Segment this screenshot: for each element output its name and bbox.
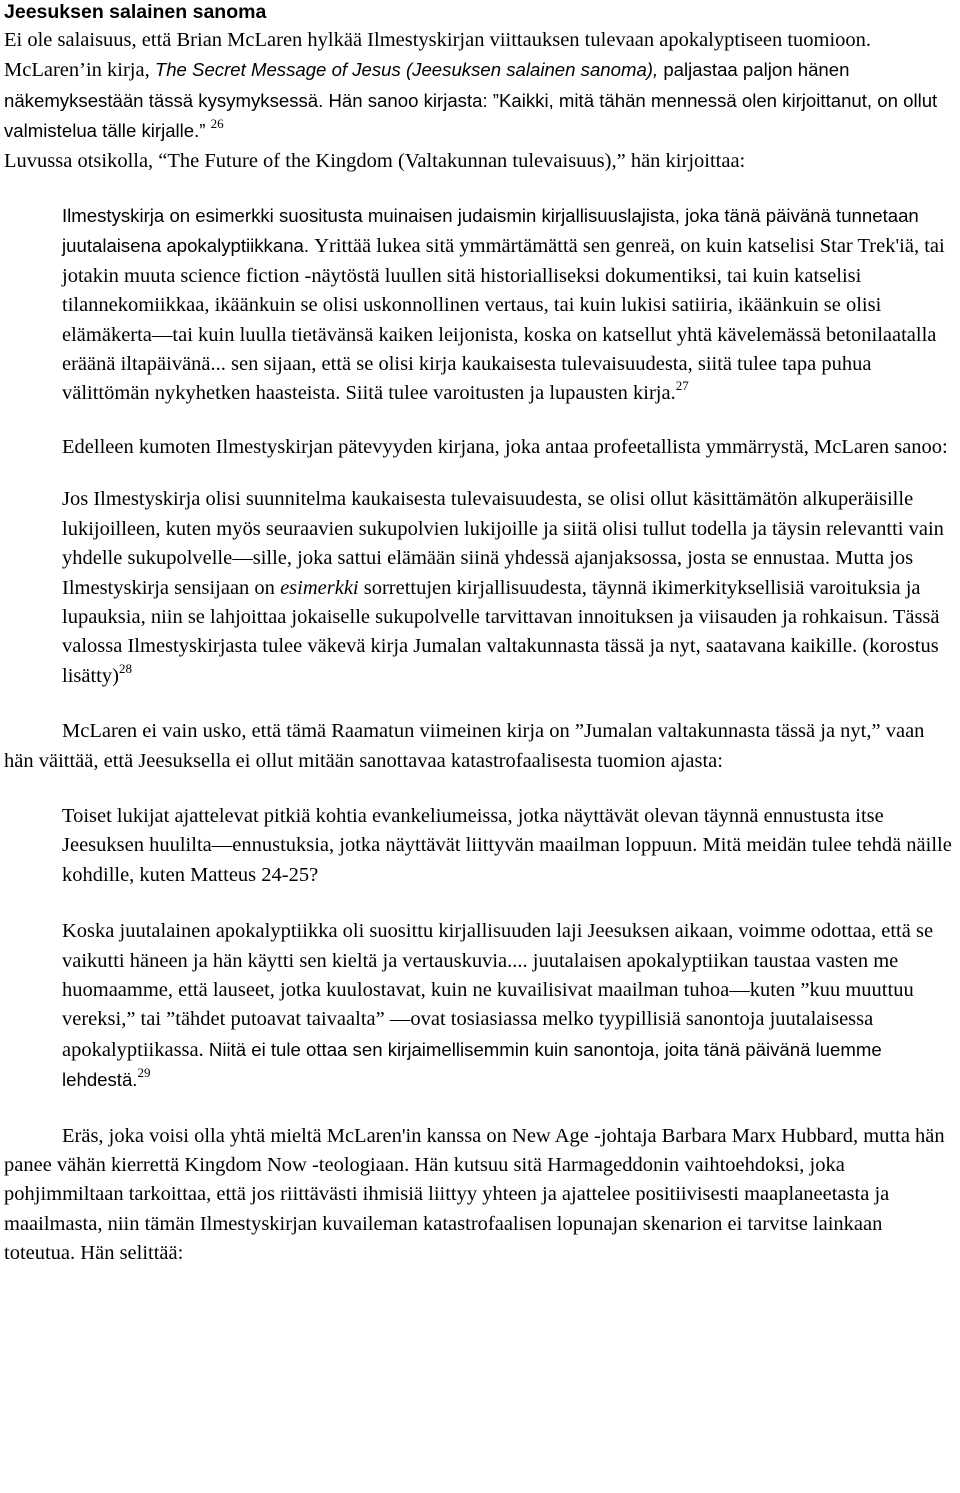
footnote-ref-27: 27 [675, 378, 689, 394]
quote1-text-2: Yrittää lukea sitä ymmärtämättä sen genreä, on kuin katselisi Star Trek'iä, tai jotakin muuta science fiction -näytöstä luullen sitä historialliseksi dokumentiksi, tai kuin katselisi tilannekomiikkaa, ikäänkuin se olisi uskonnollinen vertaus, tai kuin lukisi satiiria, ikäänkuin se olisi elämäkerta—tai kuin luulla tietävänsä kaiken leijonista, koska on katsellut yhtä kävelemässä betonilaatalla eräänä iltapäivänä... sen sijaan, että se olisi kirja kaukaisesta tulevaisuudesta, siitä tulee tapa puhua välittömän nykyhetken haasteista. Siitä tulee varoitusten ja lupausten kirja. [62, 235, 945, 405]
quote4-text-2: Niitä ei tule ottaa sen kirjaimellisemmin kuin sanontoja, joita tänä päivänä luemme lehdestä. [62, 1038, 882, 1091]
document-page [4, 0, 956, 1269]
block-quote-3: Toiset lukijat ajattelevat pitkiä kohtia evankeliumeissa, jotka näyttävät olevan täynnä ennustusta itse Jeesuksen huulilta—ennustuksia, jotka näyttävät liittyvän maailman loppuun. Mitä meidän tulee tehdä näille kohdille, kuten Matteus 24-25? [62, 804, 952, 886]
quote2-emphasis: esimerkki [280, 576, 359, 599]
footnote-ref-26: 26 [210, 116, 224, 132]
paragraph-3: McLaren ei vain usko, että tämä Raamatun viimeinen kirja on ”Jumalan valtakunnasta tässä ja nyt,” vaan hän väittää, että Jeesuksella ei ollut mitään sanottavaa katastrofaalisesta tuomion ajasta: [4, 720, 925, 772]
intro-text-1: Ei ole salaisuus, että Brian McLaren hylkää Ilmestyskirjan viittauksen tulevaan apokalyptiseen tuomioon. McLaren’in kirja, [4, 29, 872, 82]
quote1-text-1: Ilmestyskirja on esimerkki suositusta muinaisen judaismin kirjallisuuslajista, joka tänä päivänä tunnetaan juutalaisena apokalyptiikkana. [62, 205, 919, 257]
paragraph-4: Eräs, joka voisi olla yhtä mieltä McLaren'in kanssa on New Age -johtaja Barbara Marx Hubbard, mutta hän panee vähän kierrettä Kingdom Now -teologiaan. Hän kutsuu sitä Harmageddonin vaihtoehdoksi, joka pohjimmiltaan tarkoittaa, että jos riittävästi ihmisiä liittyy yhteen ja ajattelee positiivisesti maaplaneetasta ja maailmasta, niin tämän Ilmestyskirjan kuvaileman katastrofaalisen lopunajan skenarion ei tarvitse lainkaan toteutua. Hän selittää: [4, 1124, 945, 1265]
block-quote-4 [62, 917, 952, 1095]
book-title: The Secret Message of Jesus (Jeesuksen salainen sanoma), [154, 59, 659, 81]
quote2-text-2: sorrettujen kirjallisuudesta, täynnä ikimerkityksellisiä varoituksia ja lupauksia, niin se lahjoittaa jokaiselle sukupolvelle tarvittavan innoituksen ja viisauden ja rohkaisun. Tässä valossa Ilmestyskirjasta tulee väkevä kirja Jumalan valtakunnasta tässä ja nyt, saatavana kaikille. (korostus lisätty) [62, 576, 940, 687]
block-quote-1 [62, 201, 952, 409]
intro-text-2: paljastaa paljon hänen näkemyksestään tässä kysymyksessä. Hän sanoo kirjasta: ”Kaikki, mitä tähän mennessä olen kirjoittanut, on ollut valmistelua tälle kirjalle.” [4, 59, 938, 142]
intro-text-3: Luvussa otsikolla, “The Future of the Kingdom (Valtakunnan tulevaisuus),” hän kirjoittaa: [4, 149, 746, 172]
block-quote-2 [62, 485, 952, 691]
footnote-ref-29: 29 [137, 1065, 151, 1081]
intro-paragraph [4, 26, 956, 176]
quote4-text-1: Koska juutalainen apokalyptiikka oli suosittu kirjallisuuden laji Jeesuksen aikaan, voimme odottaa, että se vaikutti häneen ja hän käytti sen kieltä ja vertauskuvia.... juutalaisen apokalyptiikan taustaa vasten me huomaamme, että lauseet, jotka kuulostavat, kuin ne kuvailisivat maailman tuhoa—kuten ”kuu muuttuu vereksi,” tai ”tähdet putoavat taivaalta” —ovat tosiasiassa melko tyypillisiä sanontoja juutalaisessa apokalyptiikassa. [62, 920, 934, 1061]
footnote-ref-28: 28 [118, 660, 132, 676]
paragraph-2: Edelleen kumoten Ilmestyskirjan pätevyyden kirjana, joka antaa profeetallista ymmärrystä, McLaren sanoo: [62, 435, 948, 458]
section-heading: Jeesuksen salainen sanoma [4, 1, 267, 23]
quote2-text-1: Jos Ilmestyskirja olisi suunnitelma kaukaisesta tulevaisuudesta, se olisi ollut käsittämätön alkuperäisille lukijoilleen, kuten myös seuraavien sukupolvien lukijoille ja siitä olisi tullut todella ja täysin relevantti vain yhdelle sukupolvelle—sille, joka sattui elämään siinä yhdessä ajanjaksossa, josta se ennustaa. Mutta jos Ilmestyskirja sensijaan on [62, 488, 944, 599]
